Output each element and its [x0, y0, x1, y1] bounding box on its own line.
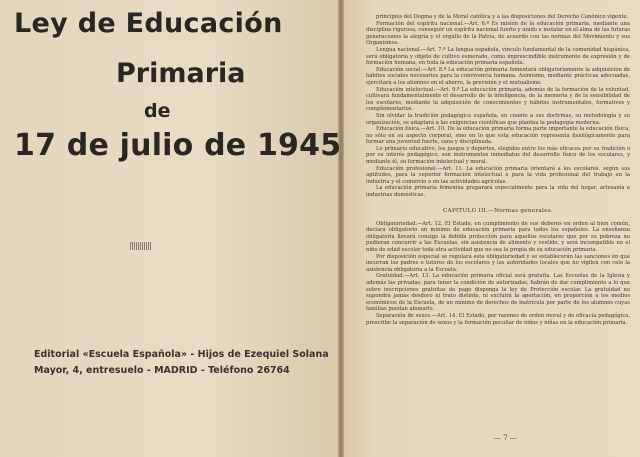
paragraph: Lengua nacional.—Art. 7.º La lengua española, vínculo fundamental de la comunidad hispánica, será obligatoria y objeto de cultivo esmerado, como imprescindible instrumento de expresión y de formación humana, en toda la educación primaria española. [366, 46, 630, 67]
paragraph: Obligatoriedad.—Art. 12. El Estado, en cumplimiento de sus deberes en orden al bien común, declara obligatorio un mínimo de educación primaria para todos los españoles. La enseñanza obligatoria llevará consigo la debida protección para aquellos escolares que por su pobreza no pudieran concurrir a las Escuelas, sin asistencia de alimento y vestido, y será incompatible en el niño de edad escolar toda otra actividad que no sea la propia de su educación primaria. [366, 220, 630, 253]
paragraph: Educación física.—Art. 10. De la educación primaria forma parte importante la educación física, no sólo en su aspecto corporal, sino en lo que esta educación representa fisiológicamente para formar una juventud fuerte, sana y disciplinada. [366, 126, 630, 146]
paragraph: Formación del espíritu nacional.—Art. 6.º Es misión de la educación primaria, mediante una disciplina rigurosa, conseguir un espíritu nacional fuerte y unido e instalar en el alma de las futuras generaciones la alegría y el orgullo de la Patria, de acuerdo con las normas del Movimiento y sus Organismos. [366, 20, 630, 47]
publisher-line-2: Mayor, 4, entresuelo - MADRID - Teléfono 26764 [34, 365, 290, 376]
title-line-1: Ley de Educación [14, 8, 283, 39]
title-line-4: 17 de julio de 1945 [14, 128, 342, 163]
text-block-top [366, 14, 630, 199]
paragraph: Educación intelectual.—Art. 9.º La educación primaria, además de la formación de la voluntad, cultivará fundamentalmente el desarrollo de la inteligencia, de la memoria y de la sensibilidad de los escolares, mediante la adquisición de conocimientos y hábitos instrumentales, formativos y complementarios. [366, 86, 630, 113]
paragraph: Por disposición especial se regulará esta obligatoriedad y se establecerán las sanciones en que incurran los padres o tutores de los escolares y las autoridades locales que no vigilen con celo la asistencia obligatoria a la Escuela. [366, 253, 630, 273]
paragraph: Educación social.—Art. 8.º La educación primaria fomentará obligatoriamente la adquisición de hábitos sociales necesarios para la convivencia humana. Asimismo, mediante prácticas adecuadas, ejercitará a los alumnos en el ahorro, la previsión y el mutualismo. [366, 66, 630, 86]
paragraph: Lo primario educativo, los juegos y deportes, elegidos entre los más eficaces por su tradición o por su interés pedagógico, son instrumentos inmediatos del desarrollo físico de los escolares, y mediante él, su formación intelectual y moral. [366, 145, 630, 166]
paragraph: Separación de sexos.—Art. 14. El Estado, por razones de orden moral y de eficacia pedagógica, prescribe la separación de sexos y la formación peculiar de niños y niñas en la educación primaria. [366, 312, 630, 326]
paragraph: Educación profesional.—Art. 11. La educación primaria orientará a los escolares, según sus aptitudes, para la superior formación intelectual o para la vida profesional del trabajo en la industria y el comercio o en las actividades agrícolas. [366, 165, 630, 185]
text-block-bottom [366, 221, 630, 327]
library-stamp [130, 242, 152, 250]
page-number: — 7 — [494, 434, 517, 442]
publisher-info [34, 347, 334, 379]
paragraph: Gratuidad.—Art. 13. La educación primaria oficial será gratuita. Las Escuelas de la Iglesia y además las privadas, para tener la condición de autorizadas, habrán de dar cumplimiento a lo que sobre inscripciones gratuitas de pago disponga la ley de Protección escolar. La gratuidad no supondrá jamás desdoro ni trato distinto, ni excluirá la aportación, en proporción a los medios económicos de la Escuela, de un mínimo de derechos de matrícula por parte de los alumnos cuyas familias puedan abonarlo. [366, 273, 630, 313]
chapter-heading: CAPITULO III.—Normas generales. [443, 207, 553, 214]
title-line-3: de [144, 100, 171, 122]
publisher-line-1: Editorial «Escuela Española» - Hijos de Ezequiel Solana [34, 349, 329, 360]
inner-page [344, 0, 640, 457]
paragraph: principios del Dogma y de la Moral católica y a las disposiciones del Derecho Canónico vigente. [376, 14, 629, 20]
paragraph: Sin olvidar la tradición pedagógica española, en cuanto a sus doctrinas, su metodología y su organización, se adaptará a las exigencias científicas que plantea la pedagogía moderna. [366, 112, 630, 126]
title-line-2: Primaria [116, 58, 246, 89]
paragraph: La educación primaria femenina preparará especialmente para la vida del hogar, artesanía e industrias domésticas. [366, 185, 630, 199]
